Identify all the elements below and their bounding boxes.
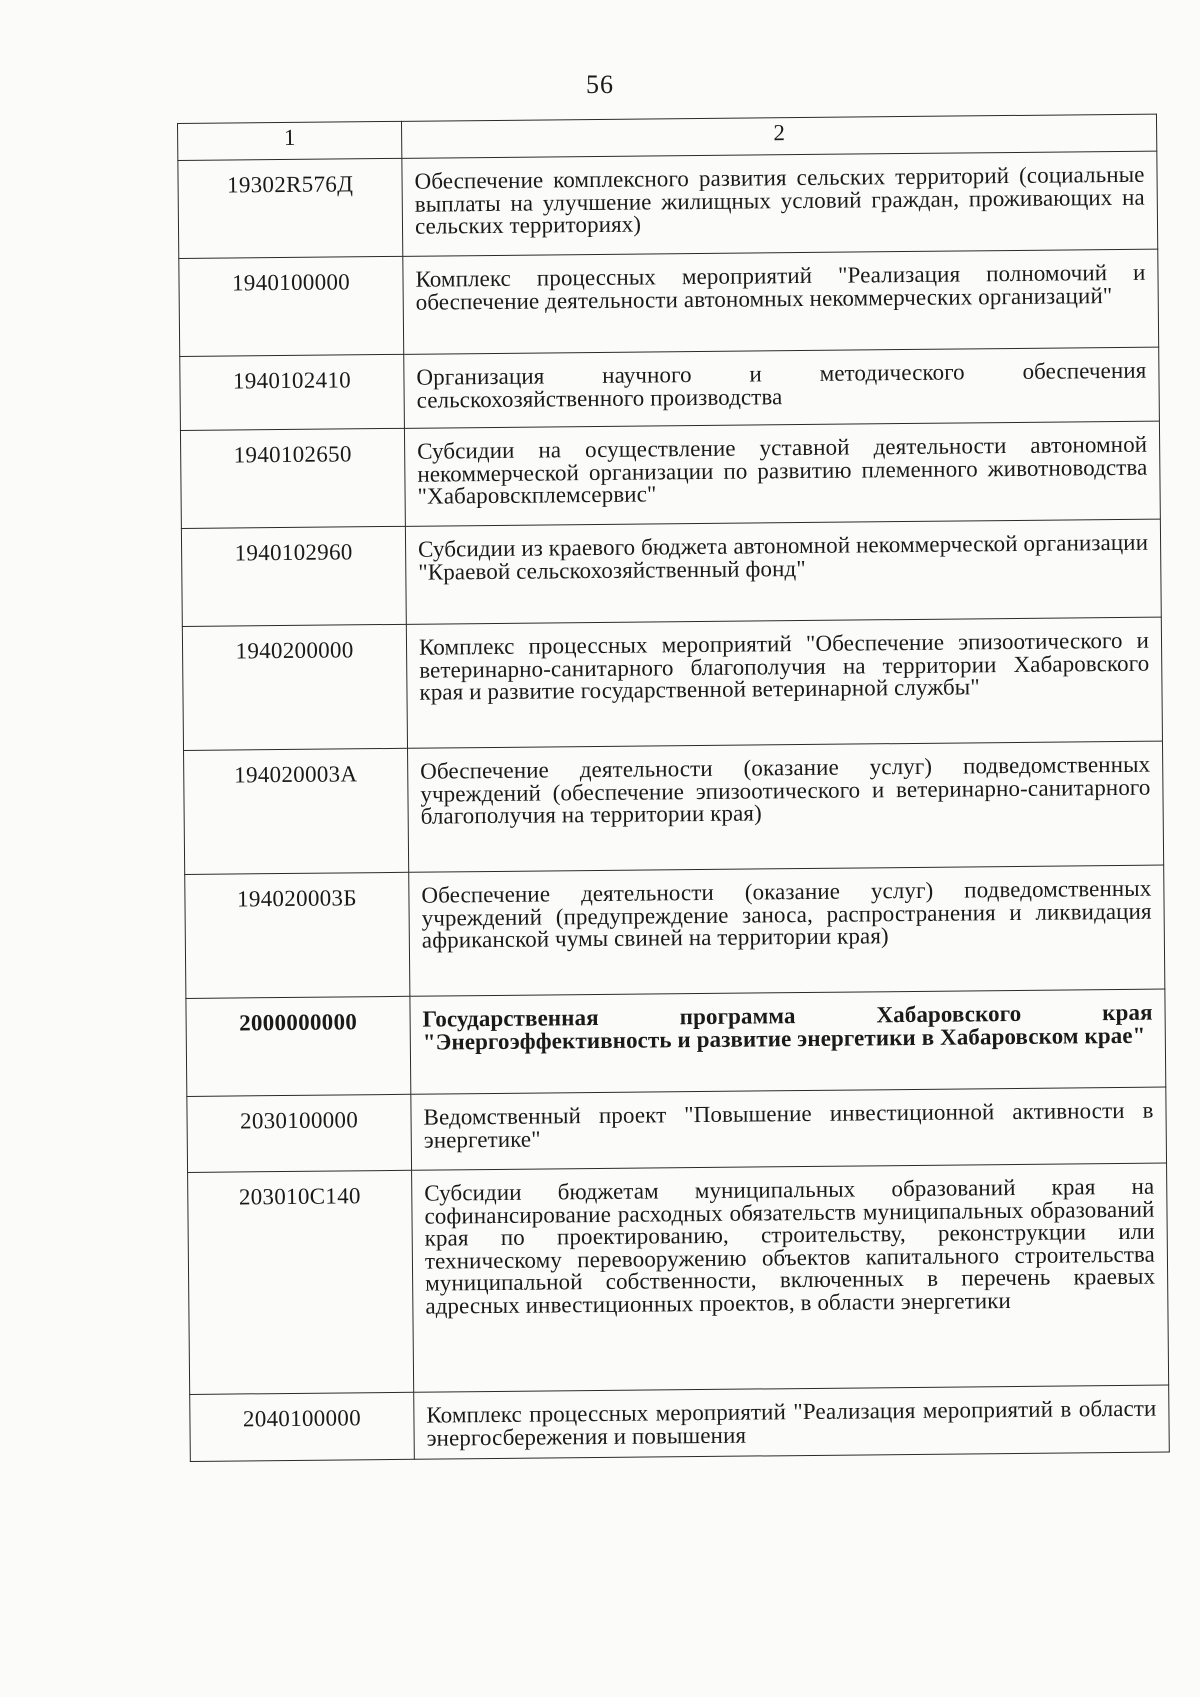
row-code: 19302R576Д [178,158,403,258]
table-row [187,1087,1167,1172]
row-description: Комплекс процессных мероприятий "Обеспечение эпизоотического и ветеринарно-санитарного благополучия на территории Хабаровского края и развитие государственной ветеринарной службы" [406,617,1162,748]
row-description: Субсидии из краевого бюджета автономной некоммерческой организации "Краевой сельскохозяйственный фонд" [405,519,1161,624]
row-code: 1940102410 [180,354,405,430]
table-row [184,741,1164,874]
row-code: 2000000000 [186,996,411,1096]
row-description: Организация научного и методического обеспечения сельскохозяйственного производства [404,347,1160,428]
row-description: Обеспечение деятельности (оказание услуг) подведомственных учреждений (предупреждение заноса, распространения и ликвидация африканской чумы свиней на территории края) [409,865,1165,996]
row-code: 1940102960 [181,526,406,626]
row-description: Комплекс процессных мероприятий "Реализация полномочий и обеспечение деятельности автономных некоммерческих организаций" [403,249,1159,354]
table-row [188,1163,1169,1394]
row-description: Ведомственный проект "Повышение инвестиционной активности в энергетике" [411,1087,1167,1170]
row-description: Комплекс процессных мероприятий "Реализация мероприятий в области энергосбережения и повышения [414,1385,1170,1459]
table-row [182,617,1162,750]
table-row [180,347,1160,430]
column-header-1: 1 [178,121,402,160]
row-code: 1940100000 [179,256,404,356]
row-code: 194020003А [184,748,409,874]
table-row-program [186,989,1166,1096]
budget-classification-table [177,114,1170,1462]
row-code: 203010С140 [188,1170,414,1394]
row-description: Обеспечение деятельности (оказание услуг) подведомственных учреждений (обеспечение эпизоотического и ветеринарно-санитарного благополучия на территории края) [408,741,1164,872]
row-code: 1940200000 [182,624,407,750]
row-description: Обеспечение комплексного развития сельских территорий (социальные выплаты на улучшение жилищных условий граждан, проживающих на сельских территориях) [402,151,1158,256]
row-description: Субсидии на осуществление уставной деятельности автономной некоммерческой организации по развитию племенного животноводства "Хабаровскплемсервис" [404,421,1160,526]
row-code: 2030100000 [187,1094,412,1172]
table-row [178,151,1158,258]
table-row [190,1385,1170,1461]
row-code: 1940102650 [180,428,405,528]
row-code: 194020003Б [185,872,410,998]
table-row [181,519,1161,626]
row-description: Субсидии бюджетам муниципальных образований края на софинансирование расходных обязательств муниципальных образований края по проектированию, строительству, реконструкции или техническому перевооружению объектов капитального строительства муниципальной собственности, включенных в перечень краевых адресных инвестиционных проектов, в области энергетики [412,1163,1169,1392]
column-header-2: 2 [401,114,1156,158]
page-number: 56 [586,70,614,99]
row-description: Государственная программа Хабаровского края "Энергоэффективность и развитие энергетики в Хабаровском крае" [410,989,1166,1094]
table-row [179,249,1159,356]
table-row [180,421,1160,528]
table-row [185,865,1165,998]
row-code: 2040100000 [190,1392,415,1461]
